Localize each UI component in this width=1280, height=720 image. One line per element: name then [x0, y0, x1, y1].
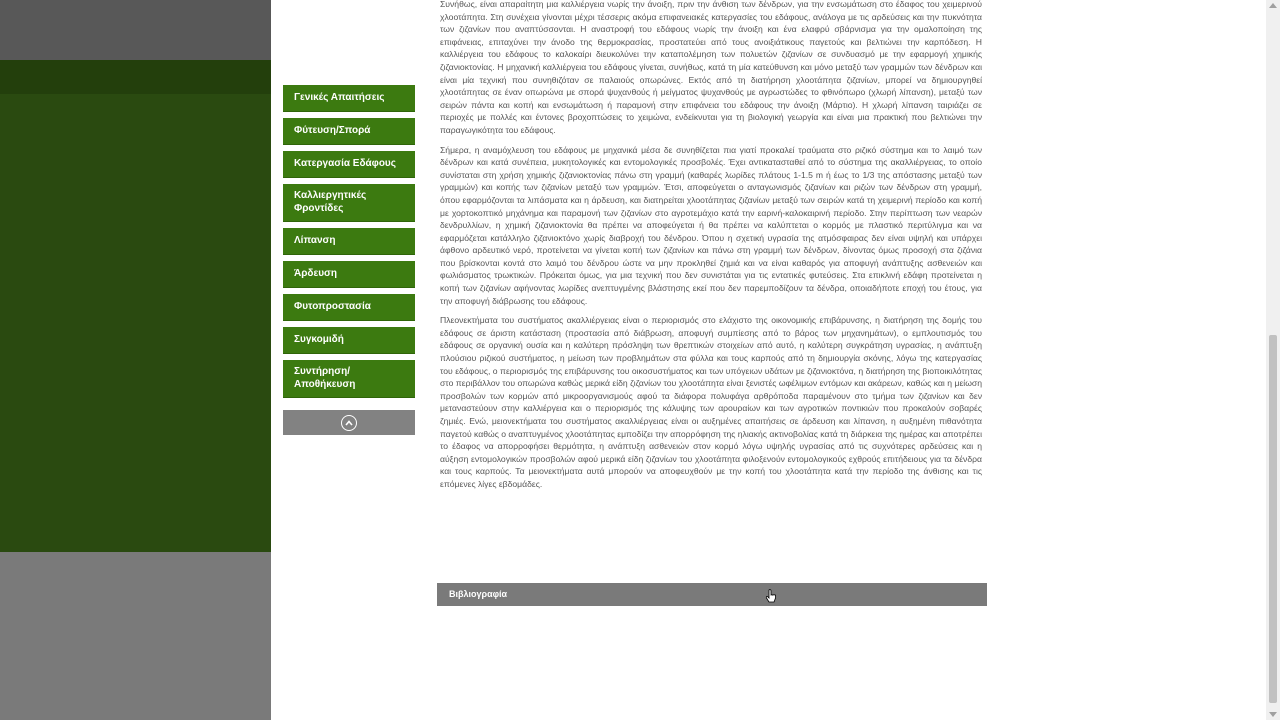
- scroll-top-button[interactable]: [283, 410, 415, 435]
- article-paragraph: Πλεονεκτήματα του συστήματος ακαλλιέργειας είναι ο περιορισμός στο ελάχιστο της οικονομικής επιβάρυνσης, η διατήρηση της δομής του εδάφους σε άριστη κατάσταση (προστασία από διάβρωση, αποφυγή συμπίεσης από το βάρος των μηχανημάτων), ο εμπλουτισμός του εδάφους σε οργανική ουσία και η καλύτερη πρόσληψη των θρεπτικών στοιχείων από αυτό, η καλύτερη συγκράτηση υγρασίας, η ανάπτυξη πλούσιου ριζικού συστήματος, η μείωση των προβλημάτων στα φύλλα και τους καρπούς από τη δημιουργία σκόνης, λόγω της κατεργασίας του εδάφους, ο περιορισμός της επιβάρυνσης του οικοσυστήματος και των υπόγειων υδάτων με ζιζανιοκτόνα, η διατήρηση της βιοποικιλότητας στο περιβάλλον του οπωρώνα καθώς μερικά είδη ζιζανίων του χλοοτάπητα είναι ξενιστές ωφέλιμων εντόμων και ακάρεων, καθώς και η μείωση προσβολών των κορμών από μικροοργανισμούς αφού τα διάφορα πολυφάγα αρθρόποδα παραμένουν στο τμήμα των ζιζανίων και δεν μεταναστεύουν στην καλλιέργεια και ο περιορισμός της κάλυψης των αρουραίων και των αγροτικών ποντικιών που προκαλούν σοβαρές ζημιές. Ενώ, μειονεκτήματα του συστήματος ακαλλιέργειας είναι οι αυξημένες απαιτήσεις σε άρδευση και λίπανση, η αυξημένη πιθανότητα παγετού καθώς ο αναπτυγμένος χλοοτάπητας εμποδίζει την απορρόφηση της ηλιακής ακτινοβολίας κατά τη διάρκεια της ημέρας και αποτρέπει το έδαφος να απορροφήσει θερμότητα, η ανάπτυξη ασθενειών στον κορμό λόγω υψηλής υγρασίας από τις συχνότερες αρδεύσεις και η αύξηση εντομολογικών προσβολών αφού μερικά είδη ζιζανίων του χλοοτάπητα φιλοξενούν εντομολογικούς εχθρούς επιτήδειους για τα δένδρα και τους καρπούς. Τα μειονεκτήματα αυτά μπορούν να αποφευχθούν με την κοπή του χλοοτάπητα κατά την περίοδο της άνθισης και τις επόμενες λίγες εβδομάδες.: [440, 315, 982, 489]
- scrollbar-thumb[interactable]: [1269, 335, 1277, 703]
- chevron-up-circle-icon: [341, 415, 357, 431]
- sidebar-item-planting[interactable]: Φύτευση/Σπορά: [283, 118, 415, 145]
- page-scrollbar[interactable]: [1266, 0, 1280, 720]
- hand-cursor-icon: [765, 589, 777, 605]
- sidebar-item-soil-cultivation[interactable]: Κατεργασία Εδάφους: [283, 151, 415, 178]
- sidebar-item-harvest[interactable]: Συγκομιδή: [283, 327, 415, 354]
- scroll-up-arrow-icon[interactable]: [1269, 3, 1277, 8]
- content-modal: [271, 0, 1271, 720]
- sidebar-item-irrigation[interactable]: Άρδευση: [283, 261, 415, 288]
- sidebar-item-storage[interactable]: Συντήρηση/ Αποθήκευση: [283, 360, 415, 398]
- sidebar-item-general-requirements[interactable]: Γενικές Απαιτήσεις: [283, 85, 415, 112]
- article-paragraph: Συνήθως, είναι απαραίτητη μια καλλιέργεια νωρίς την άνοιξη, πριν την άνθιση των δένδρων, για την ενσωμάτωση στο έδαφος του χειμερινού χλοοτάπητα. Στη συνέχεια γίνονται μέχρι τέσσερις ακόμα επιφανειακές κατεργασίες του εδάφους, ανάλογα με τις αρδεύσεις και την πυκνότητα των ζιζανίων που αναπτύσσονται. Η αναστροφή του εδάφους νωρίς την άνοιξη και ένα ελαφρύ σβάρνισμα για την ομαλοποίηση της επιφάνειας, επιταχύνει την άνοδο της θερμοκρασίας, προστατεύει από τους ανοιξιάτικους παγετούς και βελτιώνει την καρπόδεση. Η καλλιέργεια του εδάφους το καλοκαίρι διευκολύνει την καταπολέμηση των πολυετών ζιζανίων σε συνδυασμό με την εφαρμογή χημικής ζιζανιοκτονίας. Η μηχανική καλλιέργεια του εδάφους γίνεται, συνήθως, κατά τη μία κατεύθυνση και μόνο μεταξύ των γραμμών των δένδρων και είναι μία τεχνική που συνηθιζόταν σε παλαιούς οπωρώνες. Εκτός από τη διατήρηση χλοοτάπητα ζιζανίων, μπορεί να δημιουργηθεί χλοοτάπητας σε έναν οπωρώνα με σπορά ψυχανθούς ή μείγματος ψυχανθούς με αγρωστώδες το φθινόπωρο (χλωρή λίπανση), μεταξύ των σειρών πάντα και κοπή και ενσωμάτωση ή παραμονή στην επιφάνεια του εδάφους την άνοιξη (Μάρτιο). Η χλωρή λίπανση ταιριάζει σε περιοχές με πολλές και έντονες βροχοπτώσεις το χειμώνα, ενδείκνυται για τη βιολογική γεωργία και είναι μια πρακτική που βελτιώνει την παραγωγικότητα του εδάφους.: [440, 0, 982, 135]
- sidebar-item-crop-care[interactable]: Καλλιεργητικές Φροντίδες: [283, 184, 415, 222]
- sidebar: [283, 85, 415, 435]
- sidebar-item-plant-protection[interactable]: Φυτοπροστασία: [283, 294, 415, 321]
- article-paragraph: Σήμερα, η αναμόχλευση του εδάφους με μηχανικά μέσα δε συνηθίζεται πια γιατί προκαλεί τραύματα στο ριζικό σύστημα και το λαιμό των δένδρων και κατά συνέπεια, μυκητολογικές και εντομολογικές προσβολές. Έχει αντικατασταθεί από το σύστημα της ακαλλιέργειας, το οποίο συνίσταται στη χρήση χημικής ζιζανιοκτονίας πάνω στη γραμμή (καθαρές λωρίδες πλάτους 1-1.5 m ή έως το 1/3 της απόστασης μεταξύ των γραμμών) και κοπής των ζιζανίων μεταξύ των γραμμών. Έτσι, αποφεύγεται ο ανταγωνισμός ζιζανίων και ριζών των δένδρων στη γραμμή, όπου εφαρμόζονται τα λιπάσματα και η άρδευση, και διατηρείται χλοοτάπητας ζιζανίων μεταξύ των σειρών κατά τη χειμερινή περίοδο και κοπή με χορτοκοπτικό μηχάνημα και παραμονή των ζιζανίων στο αγροτεμάχιο κατά την εαρινή-καλοκαιρινή περίοδο. Στην περίπτωση των νεαρών δενδρυλλίων, η χημική ζιζανιοκτονία θα πρέπει να αποφεύγεται ή θα πρέπει να καλύπτεται ο κορμός με πλαστικό περιτύλιγμα και να εφαρμόζεται κατάλληλο ζιζανιοκτόνο χωρίς διαβροχή του δένδρου. Όπου η σχετική υγρασία της ατμόσφαιρας δεν είναι υψηλή και υπάρχει άφθονο αρδευτικό νερό, προτείνεται να γίνεται κοπή των ζιζανίων και πάνω στη γραμμή των δένδρων, δίνοντας όμως προσοχή στα ζιζάνια που βρίσκονται κοντά στο λαιμό του δένδρου ώστε να μην προκληθεί ζημιά και να είναι καθαρός για αποφυγή ανάπτυξης ασθενειών και φωλιάσματος τρωκτικών. Πρόκειται όμως, για μια τεχνική που δεν συνιστάται για τις εντατικές φυτεύσεις. Στα επικλινή εδάφη προτείνεται η κοπή των ζιζανίων αφήνοντας λωρίδες ανεπτυγμένης βλάστησης εκεί που δεν παρεμποδίζουν τα δένδρα, οποιαδήποτε εποχή του έτους, για την αποφυγή διάβρωσης του εδάφους.: [440, 144, 982, 306]
- sidebar-item-fertilization[interactable]: Λίπανση: [283, 228, 415, 255]
- bibliography-section-bar[interactable]: Βιβλιογραφία: [437, 583, 987, 606]
- scroll-down-arrow-icon[interactable]: [1269, 712, 1277, 717]
- article-content: [440, 0, 982, 498]
